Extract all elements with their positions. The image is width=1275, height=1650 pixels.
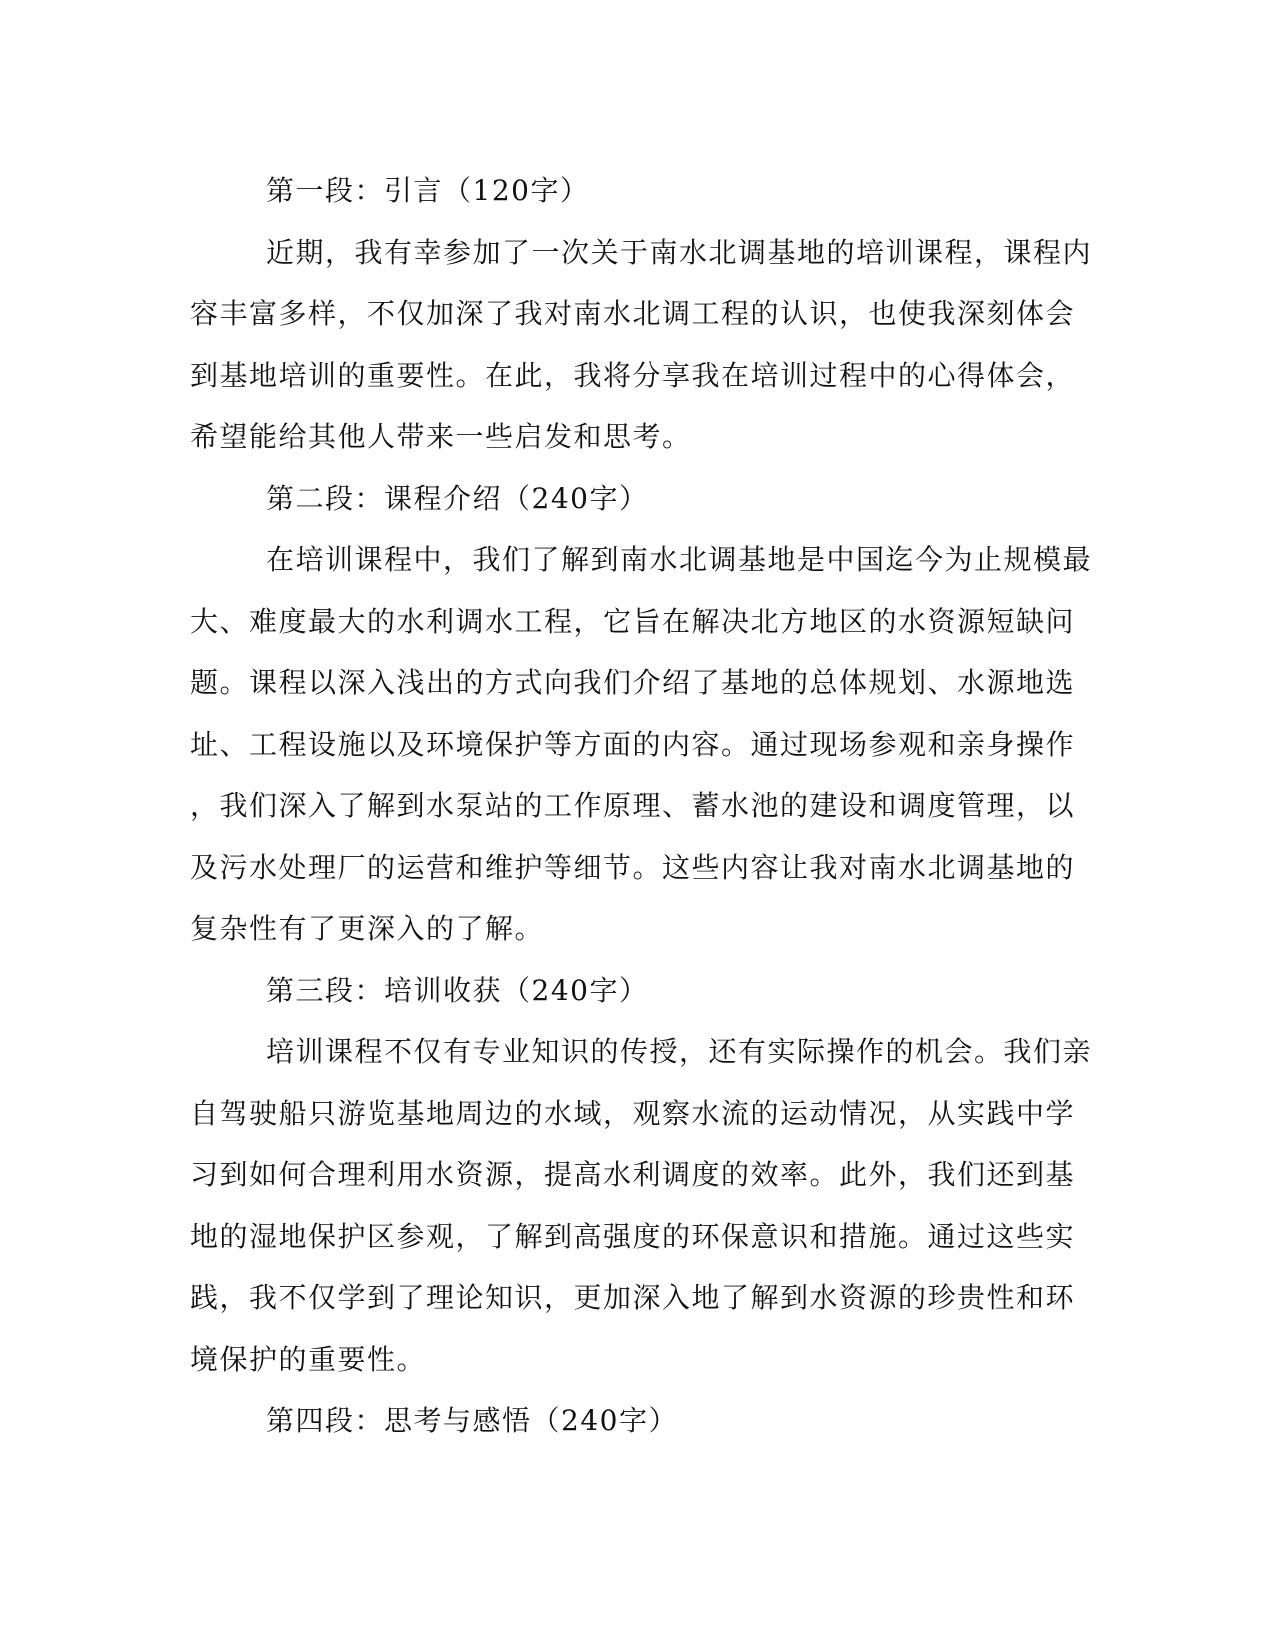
paragraph-line: 在培训课程中，我们了解到南水北调基地是中国迄今为止规模最 <box>266 543 1093 576</box>
paragraph-line: 到基地培训的重要性。在此，我将分享我在培训过程中的心得体会， <box>190 358 1076 392</box>
paragraph-line: 希望能给其他人带来一些启发和思考。 <box>190 420 692 453</box>
section-1-heading: 第一段：引言（120字） <box>266 174 590 207</box>
paragraph-line: 近期，我有幸参加了一次关于南水北调基地的培训课程，课程内 <box>266 235 1093 269</box>
section-2-paragraph <box>190 529 1093 960</box>
paragraph-line: 复杂性有了更深入的了解。 <box>190 912 545 945</box>
paragraph-line: 大、难度最大的水利调水工程，它旨在解决北方地区的水资源短缺问 <box>190 604 1076 638</box>
section-2-heading: 第二段：课程介绍（240字） <box>266 481 649 515</box>
paragraph-line: 及污水处理厂的运营和维护等细节。这些内容让我对南水北调基地的 <box>190 850 1076 884</box>
paragraph-line: 践，我不仅学到了理论知识，更加深入地了解到水资源的珍贵性和环 <box>190 1281 1076 1314</box>
paragraph-line: ，我们深入了解到水泵站的工作原理、蓄水池的建设和调度管理，以 <box>190 789 1076 822</box>
document-body <box>190 160 1093 1452</box>
paragraph-line: 习到如何合理利用水资源，提高水利调度的效率。此外，我们还到基 <box>190 1158 1076 1191</box>
section-3-heading: 第三段：培训收获（240字） <box>266 973 649 1007</box>
paragraph-line: 自驾驶船只游览基地周边的水域，观察水流的运动情况，从实践中学 <box>190 1096 1076 1130</box>
paragraph-line: 境保护的重要性。 <box>190 1342 427 1376</box>
section-4-heading: 第四段：思考与感悟（240字） <box>266 1404 678 1437</box>
section-1-paragraph <box>190 222 1093 468</box>
paragraph-line: 容丰富多样，不仅加深了我对南水北调工程的认识，也使我深刻体会 <box>190 297 1076 330</box>
paragraph-line: 题。课程以深入浅出的方式向我们介绍了基地的总体规划、水源地选 <box>190 666 1076 699</box>
paragraph-line: 地的湿地保护区参观，了解到高强度的环保意识和措施。通过这些实 <box>190 1219 1076 1253</box>
paragraph-line: 址、工程设施以及环境保护等方面的内容。通过现场参观和亲身操作 <box>190 727 1076 761</box>
section-3-paragraph <box>190 1021 1093 1390</box>
paragraph-line: 培训课程不仅有专业知识的传授，还有实际操作的机会。我们亲 <box>266 1035 1093 1068</box>
